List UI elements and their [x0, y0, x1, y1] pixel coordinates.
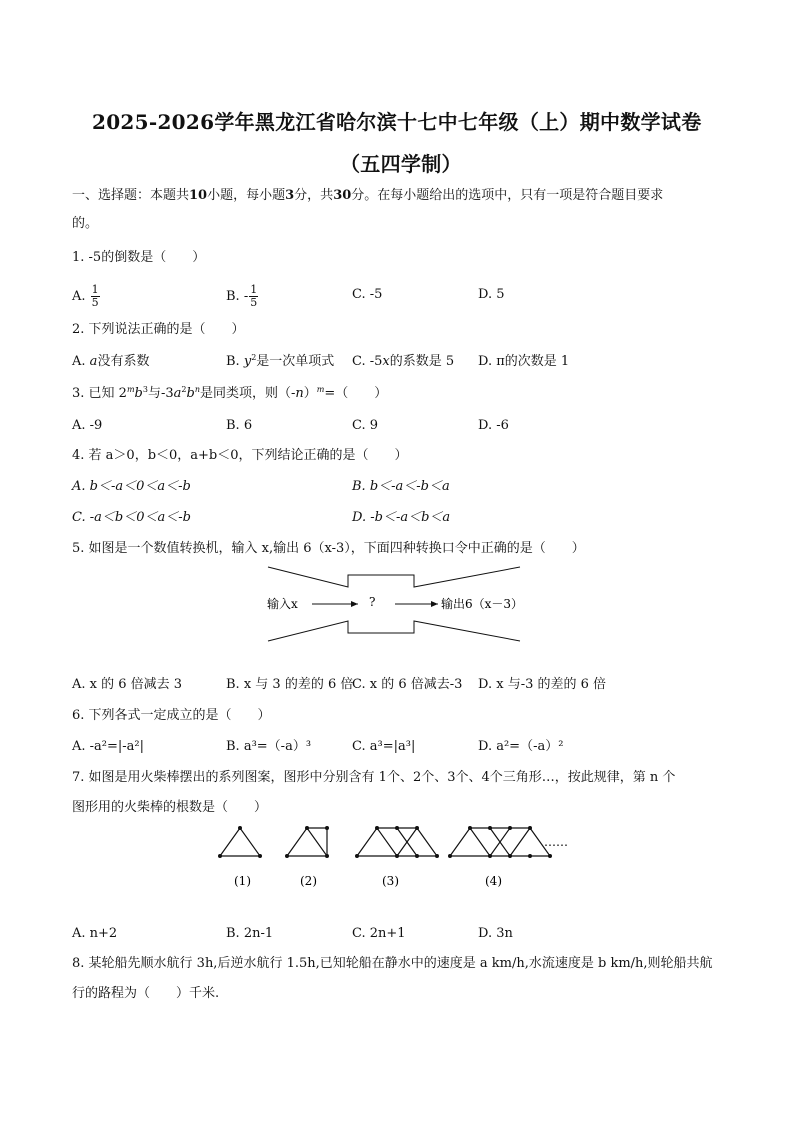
variable: a [89, 354, 98, 369]
question-6-stem: 6. 下列各式一定成立的是（ ） [72, 708, 271, 723]
section-header-line2: 的。 [72, 216, 99, 231]
figure-3-triangles [357, 828, 437, 856]
question-6-option-c: C. a³=|a³| [352, 739, 416, 754]
question-5-option-a: A. x 的 6 倍减去 3 [72, 677, 183, 692]
option-text: 的系数是 5 [389, 354, 455, 369]
question-1-option-c: C. -5 [352, 287, 383, 302]
variable: b [186, 386, 195, 401]
section-header [72, 187, 663, 205]
section-text-d: 分。在每小题给出的选项中，只有一项是符合题目要求 [351, 188, 664, 203]
section-text-a: 一、选择题：本题共 [72, 188, 190, 203]
numerator: 1 [91, 283, 99, 296]
variable: y [243, 354, 252, 369]
question-4-stem: 4. 若 a＞0，b＜0，a+b＜0，下列结论正确的是（ ） [72, 448, 408, 463]
question-7-stem-line1: 7. 如图是用火柴棒摆出的系列图案，图形中分别含有 1个、2个、3个、4个三角形…，按此规律，第 n 个 [72, 770, 676, 785]
variable: x [382, 354, 390, 369]
question-7-option-b: B. 2n-1 [226, 926, 274, 941]
stem-part: 与-3 [147, 386, 174, 401]
section-text-b: 小题，每小题 [207, 188, 286, 203]
section-count: 10 [189, 188, 208, 203]
exponent: 2 [251, 353, 257, 362]
option-text: 是一次单项式 [256, 354, 335, 369]
question-6-option-d: D. a²=（-a）² [478, 739, 564, 754]
question-7-option-d: D. 3n [478, 926, 513, 941]
pattern-ellipsis: …… [544, 835, 568, 849]
question-3-option-b: B. 6 [226, 418, 253, 433]
option-label: A. [72, 289, 86, 304]
stem-part: ） [303, 386, 317, 401]
section-text-c: 分，共 [294, 188, 334, 203]
machine-top-outline [268, 567, 520, 587]
figure-label-4: (4) [485, 874, 502, 888]
variable: b [134, 386, 143, 401]
output-arrowhead [431, 601, 438, 607]
stem-part: 3. 已知 2 [72, 386, 127, 401]
figure-label-1: (1) [234, 874, 251, 888]
figure-1-triangles [220, 828, 260, 856]
question-2-option-c [352, 353, 454, 371]
exponent: 3 [142, 385, 148, 394]
question-5-option-b: B. x 与 3 的差的 6 倍 [226, 677, 354, 692]
figure-label-2: (2) [300, 874, 317, 888]
matchstick-joints [218, 826, 552, 858]
question-1-option-a [72, 284, 101, 309]
fraction [91, 284, 100, 309]
question-6-option-b: B. a³=（-a）³ [226, 739, 312, 754]
figure-4-triangles [450, 828, 550, 856]
stem-part: =（ ） [324, 386, 388, 401]
option-label: B. - [226, 289, 249, 304]
question-5-stem: 5. 如图是一个数值转换机，输入 x,输出 6（x-3），下面四种转换口令中正确的是（ ） [72, 541, 585, 556]
question-5-option-c: C. x 的 6 倍减去-3 [352, 677, 463, 692]
question-8-stem-line2: 行的路程为（ ）千米. [72, 986, 220, 1001]
question-8-stem-line1: 8. 某轮船先顺水航行 3h,后逆水航行 1.5h,已知轮船在静水中的速度是 a km/h,水流速度是 b km/h,则轮船共航 [72, 956, 713, 971]
machine-output-label: 输出6（x－3） [441, 597, 524, 611]
question-6-option-a: A. -a²=|-a²| [72, 739, 145, 754]
input-arrowhead [351, 601, 358, 607]
number-machine-diagram [262, 563, 524, 645]
option-label: A. [72, 354, 86, 369]
exponent: m [126, 385, 135, 394]
variable: n [295, 386, 304, 401]
page-title: 2025-2026学年黑龙江省哈尔滨十七中七年级（上）期中数学试卷 [92, 110, 702, 134]
denominator: 5 [250, 296, 258, 309]
option-label: B. [226, 354, 240, 369]
figure-2-triangles [287, 828, 327, 856]
question-3-option-c: C. 9 [352, 418, 379, 433]
question-7-option-a: A. n+2 [72, 926, 118, 941]
question-3-stem [72, 385, 387, 403]
question-4-option-a: A. b＜-a＜0＜a＜-b [72, 479, 191, 494]
denominator: 5 [91, 296, 99, 309]
question-7-option-c: C. 2n+1 [352, 926, 406, 941]
question-1-stem: 1. -5的倒数是（ ） [72, 250, 206, 265]
stem-part: 是同类项，则（- [199, 386, 296, 401]
question-3-option-d: D. -6 [478, 418, 509, 433]
question-4-option-b: B. b＜-a＜-b＜a [352, 479, 450, 494]
question-7-stem-line2: 图形用的火柴棒的根数是（ ） [72, 800, 268, 815]
numerator: 1 [250, 283, 258, 296]
question-1-option-d: D. 5 [478, 287, 505, 302]
fraction [249, 284, 258, 309]
question-3-option-a: A. -9 [72, 418, 103, 433]
option-text: 没有系数 [97, 354, 150, 369]
variable: a [173, 386, 182, 401]
section-score: 3 [285, 188, 295, 203]
question-2-option-a [72, 353, 149, 371]
question-1-option-b [226, 284, 259, 309]
figure-label-3: (3) [382, 874, 399, 888]
question-5-option-d: D. x 与-3 的差的 6 倍 [478, 677, 607, 692]
question-2-option-b [226, 353, 334, 371]
machine-bottom-outline [268, 621, 520, 641]
option-label: C. -5 [352, 354, 383, 369]
question-4-option-d: D. -b＜-a＜b＜a [352, 510, 451, 525]
question-2-option-d: D. π的次数是 1 [478, 354, 570, 369]
section-total: 30 [333, 188, 352, 203]
question-2-stem: 2. 下列说法正确的是（ ） [72, 322, 245, 337]
question-4-option-c: C. -a＜b＜0＜a＜-b [72, 510, 191, 525]
page-subtitle: （五四学制） [340, 152, 462, 176]
exponent: m [316, 385, 325, 394]
matchstick-figures [214, 822, 584, 894]
exponent: 2 [181, 385, 187, 394]
machine-question-mark: ? [369, 595, 376, 609]
machine-input-label: 输入x [267, 597, 298, 611]
exponent: n [194, 385, 200, 394]
